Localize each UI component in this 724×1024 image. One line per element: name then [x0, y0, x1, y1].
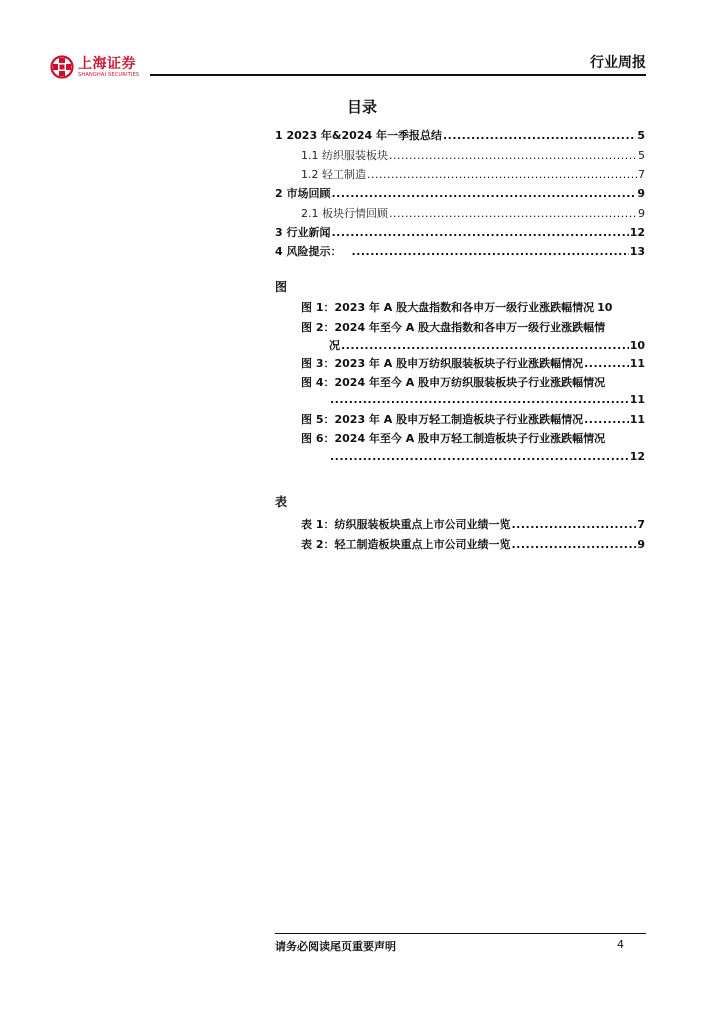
logo-emblem-icon — [50, 55, 74, 79]
figure-entry[interactable] — [301, 319, 645, 335]
header-divider — [150, 74, 646, 76]
report-type-title: 行业周报 — [590, 55, 646, 71]
toc-entry-text: 4 风险提示： — [275, 245, 342, 258]
leader-dots — [584, 357, 629, 370]
table-entry-text: 表 1：纺织服装板块重点上市公司业绩一览 — [301, 518, 511, 531]
table-entry-page: 9 — [637, 538, 645, 551]
leader-dots — [367, 168, 637, 181]
leader-dots — [389, 207, 637, 220]
company-logo — [50, 54, 139, 80]
footer-disclaimer: 请务必阅读尾页重要声明 — [275, 940, 396, 953]
leader-dots — [584, 413, 629, 426]
figure-entry-text: 图 2：2024 年至今 A 股大盘指数和各申万一级行业涨跌幅情 — [301, 321, 606, 334]
toc-entry-text: 1.2 轻工制造 — [301, 168, 366, 181]
figure-entry-page: 11 — [629, 357, 645, 370]
toc-entry-page: 9 — [638, 207, 645, 220]
toc-entry-page: 5 — [637, 129, 645, 142]
toc-entry[interactable] — [275, 127, 645, 143]
figure-entry-page: 10 — [597, 301, 613, 314]
toc-entry[interactable] — [275, 243, 645, 259]
toc-entry-text: 3 行业新闻 — [275, 226, 331, 239]
figure-entry-page: 11 — [629, 413, 645, 426]
figure-entry-page: 12 — [629, 450, 645, 463]
figures-heading: 图 — [275, 280, 288, 294]
table-entry[interactable] — [301, 516, 645, 532]
tables-heading: 表 — [275, 495, 288, 509]
figure-entry-text-cont: 况 — [329, 339, 340, 352]
figure-entry[interactable] — [301, 355, 645, 371]
table-entry-text: 表 2：轻工制造板块重点上市公司业绩一览 — [301, 538, 511, 551]
toc-entry[interactable] — [301, 205, 645, 221]
page-number: 4 — [617, 938, 624, 951]
leader-dots — [330, 393, 629, 406]
toc-entry-page: 5 — [638, 149, 645, 162]
toc-entry-text: 1 2023 年&2024 年一季报总结 — [275, 129, 442, 142]
figure-entry[interactable] — [301, 411, 645, 427]
figure-entry-text: 图 5：2023 年 A 股申万轻工制造板块子行业涨跌幅情况 — [301, 413, 584, 426]
toc-entry[interactable] — [301, 166, 645, 182]
table-entry[interactable] — [301, 536, 645, 552]
table-entry-page: 7 — [637, 518, 645, 531]
toc-entry-page: 9 — [637, 187, 645, 200]
figure-entry-continuation[interactable] — [329, 393, 645, 406]
figure-entry-text: 图 1：2023 年 A 股大盘指数和各申万一级行业涨跌幅情况 — [301, 301, 595, 314]
figure-entry-continuation[interactable] — [329, 450, 645, 463]
toc-entry[interactable] — [275, 224, 645, 240]
figure-entry[interactable] — [301, 430, 645, 446]
toc-entry-page: 7 — [638, 168, 645, 181]
figure-entry-page: 10 — [629, 339, 645, 352]
toc-entry-page: 12 — [629, 226, 645, 239]
figure-entry[interactable] — [301, 299, 645, 315]
leader-dots — [511, 518, 636, 531]
logo-english-name: SHANGHAI SECURITIES — [78, 71, 140, 78]
figure-entry[interactable] — [301, 374, 645, 390]
toc-entry-text: 2.1 板块行情回顾 — [301, 207, 388, 220]
toc-entry-page: 13 — [629, 245, 645, 258]
leader-dots — [331, 226, 628, 239]
leader-dots — [511, 538, 636, 551]
figure-entry-page: 11 — [629, 393, 645, 406]
toc-entry[interactable] — [275, 185, 645, 201]
toc-entry[interactable] — [301, 147, 645, 163]
leader-dots — [389, 149, 637, 162]
logo-chinese-name: 上海证券 — [78, 55, 136, 72]
leader-dots — [341, 339, 629, 352]
toc-title: 目录 — [346, 98, 377, 116]
figure-entry-text: 图 3：2023 年 A 股申万纺织服装板块子行业涨跌幅情况 — [301, 357, 584, 370]
leader-dots — [443, 129, 636, 142]
leader-dots — [330, 450, 629, 463]
toc-entry-text: 1.1 纺织服装板块 — [301, 149, 388, 162]
toc-entry-text: 2 市场回顾 — [275, 187, 331, 200]
leader-dots — [331, 187, 636, 200]
figure-entry-text: 图 4：2024 年至今 A 股申万纺织服装板块子行业涨跌幅情况 — [301, 376, 606, 389]
figure-entry-text: 图 6：2024 年至今 A 股申万轻工制造板块子行业涨跌幅情况 — [301, 432, 606, 445]
figure-entry-continuation[interactable] — [329, 337, 645, 353]
footer-divider — [275, 933, 646, 934]
leader-dots — [351, 245, 628, 258]
